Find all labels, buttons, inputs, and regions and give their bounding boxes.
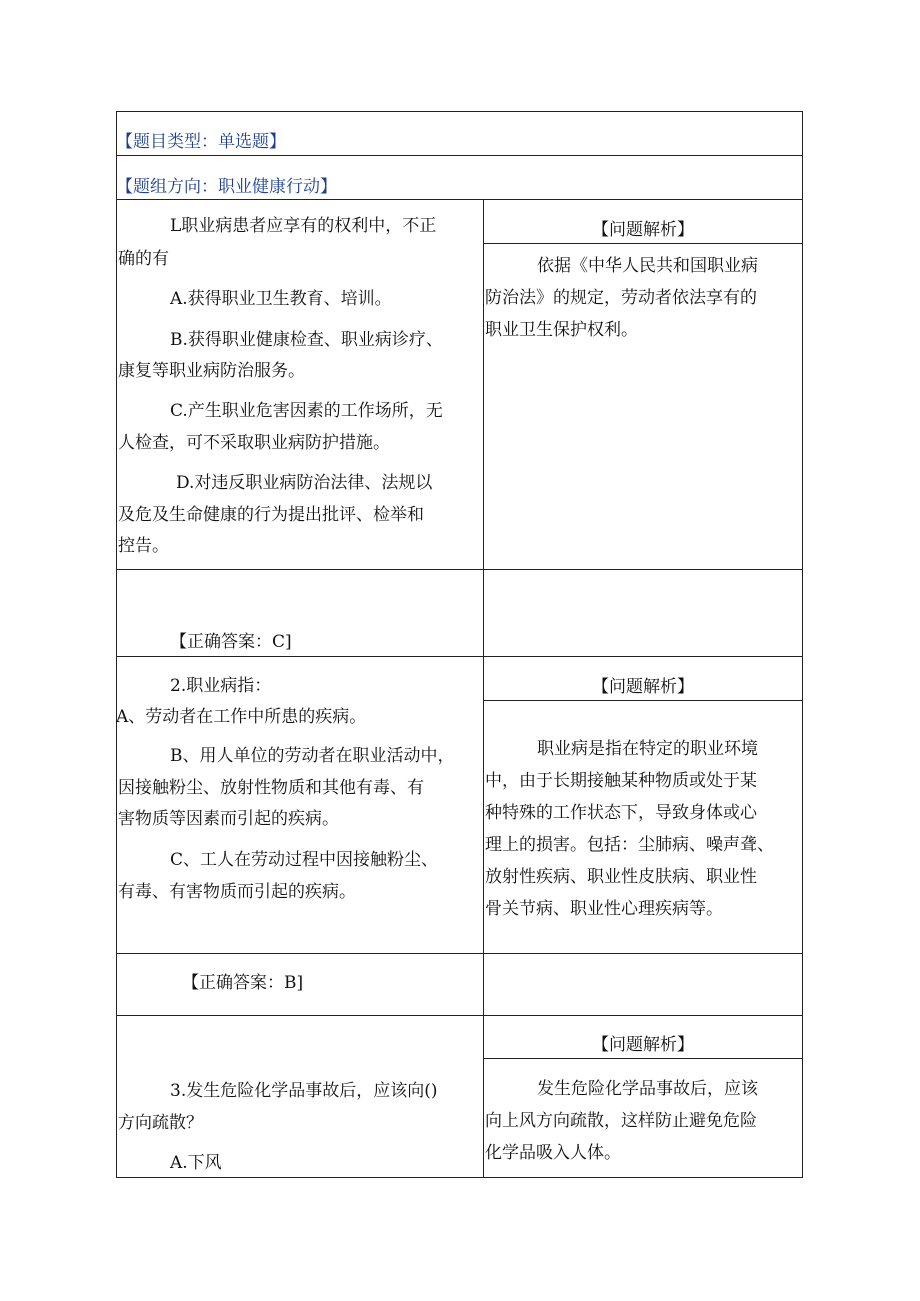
row-divider	[116, 569, 803, 570]
q2-analysis-line: 职业病是指在特定的职业环境	[537, 739, 758, 759]
question-type-label: 【题目类型：单选题】	[116, 132, 286, 152]
q2-analysis-line: 放射性疾病、职业性皮肤病、职业性	[485, 867, 757, 887]
q2-stem: 2.职业病指：	[170, 676, 272, 696]
q3-analysis-title: 【问题解析】	[592, 1035, 694, 1055]
q2-analysis-line: 中，由于长期接触某种物质或处于某	[485, 771, 757, 791]
q2-analysis-line: 理上的损害。包括：尘肺病、噪声聋、	[485, 835, 774, 855]
q1-stem-line: L职业病患者应享有的权利中，不正	[170, 216, 437, 236]
question-group-label: 【题组方向：职业健康行动】	[116, 177, 337, 197]
q1-analysis-title: 【问题解析】	[592, 220, 694, 240]
q1-option-d: D.对违反职业病防治法律、法规以	[176, 473, 433, 493]
q1-option-c: 人检查，可不采取职业病防护措施。	[118, 433, 390, 453]
q2-option-c: 有毒、有害物质而引起的疾病。	[118, 882, 356, 902]
q3-stem-line: 3.发生危险化学品事故后，应该向()	[170, 1081, 438, 1101]
q1-option-d: 及危及生命健康的行为提出批评、检举和	[118, 505, 424, 525]
row-divider	[116, 953, 803, 954]
q1-option-b: B.获得职业健康检查、职业病诊疗、	[170, 330, 443, 350]
q1-analysis-line: 职业卫生保护权利。	[485, 320, 638, 340]
q1-option-a: A.获得职业卫生教育、培训。	[170, 289, 392, 309]
q2-analysis-line: 骨关节病、职业性心理疾病等。	[485, 899, 723, 919]
q2-analysis-line: 种特殊的工作状态下，导致身体或心	[485, 803, 757, 823]
q2-option-b: 因接触粉尘、放射性物质和其他有毒、有	[118, 778, 424, 798]
q3-stem-line: 方向疏散？	[118, 1113, 203, 1133]
q1-option-c: C.产生职业危害因素的工作场所，无	[170, 401, 443, 421]
q3-analysis-line: 化学品吸入人体。	[485, 1143, 621, 1163]
q1-stem-line: 确的有	[118, 249, 169, 269]
q1-option-d: 控告。	[118, 536, 169, 556]
q1-analysis-line: 防治法》的规定，劳动者依法享有的	[485, 288, 757, 308]
row-divider	[116, 1015, 803, 1016]
q1-option-b: 康复等职业病防治服务。	[118, 361, 305, 381]
q3-analysis-line: 发生危险化学品事故后，应该	[537, 1079, 758, 1099]
q1-correct-answer: 【正确答案：C]	[170, 632, 292, 652]
q1-analysis-line: 依据《中华人民共和国职业病	[537, 256, 758, 276]
q2-correct-answer: 【正确答案：B]	[182, 973, 304, 993]
q3-analysis-line: 向上风方向疏散，这样防止避免危险	[485, 1111, 757, 1131]
q2-option-b: B、用人单位的劳动者在职业活动中，	[170, 746, 455, 766]
q3-option-a: A.下风	[170, 1153, 222, 1173]
q2-analysis-title: 【问题解析】	[592, 677, 694, 697]
q2-option-c: C、工人在劳动过程中因接触粉尘、	[170, 850, 439, 870]
q2-option-b: 害物质等因素而引起的疾病。	[118, 809, 339, 829]
q2-option-a: A、劳动者在工作中所患的疾病。	[116, 707, 367, 727]
